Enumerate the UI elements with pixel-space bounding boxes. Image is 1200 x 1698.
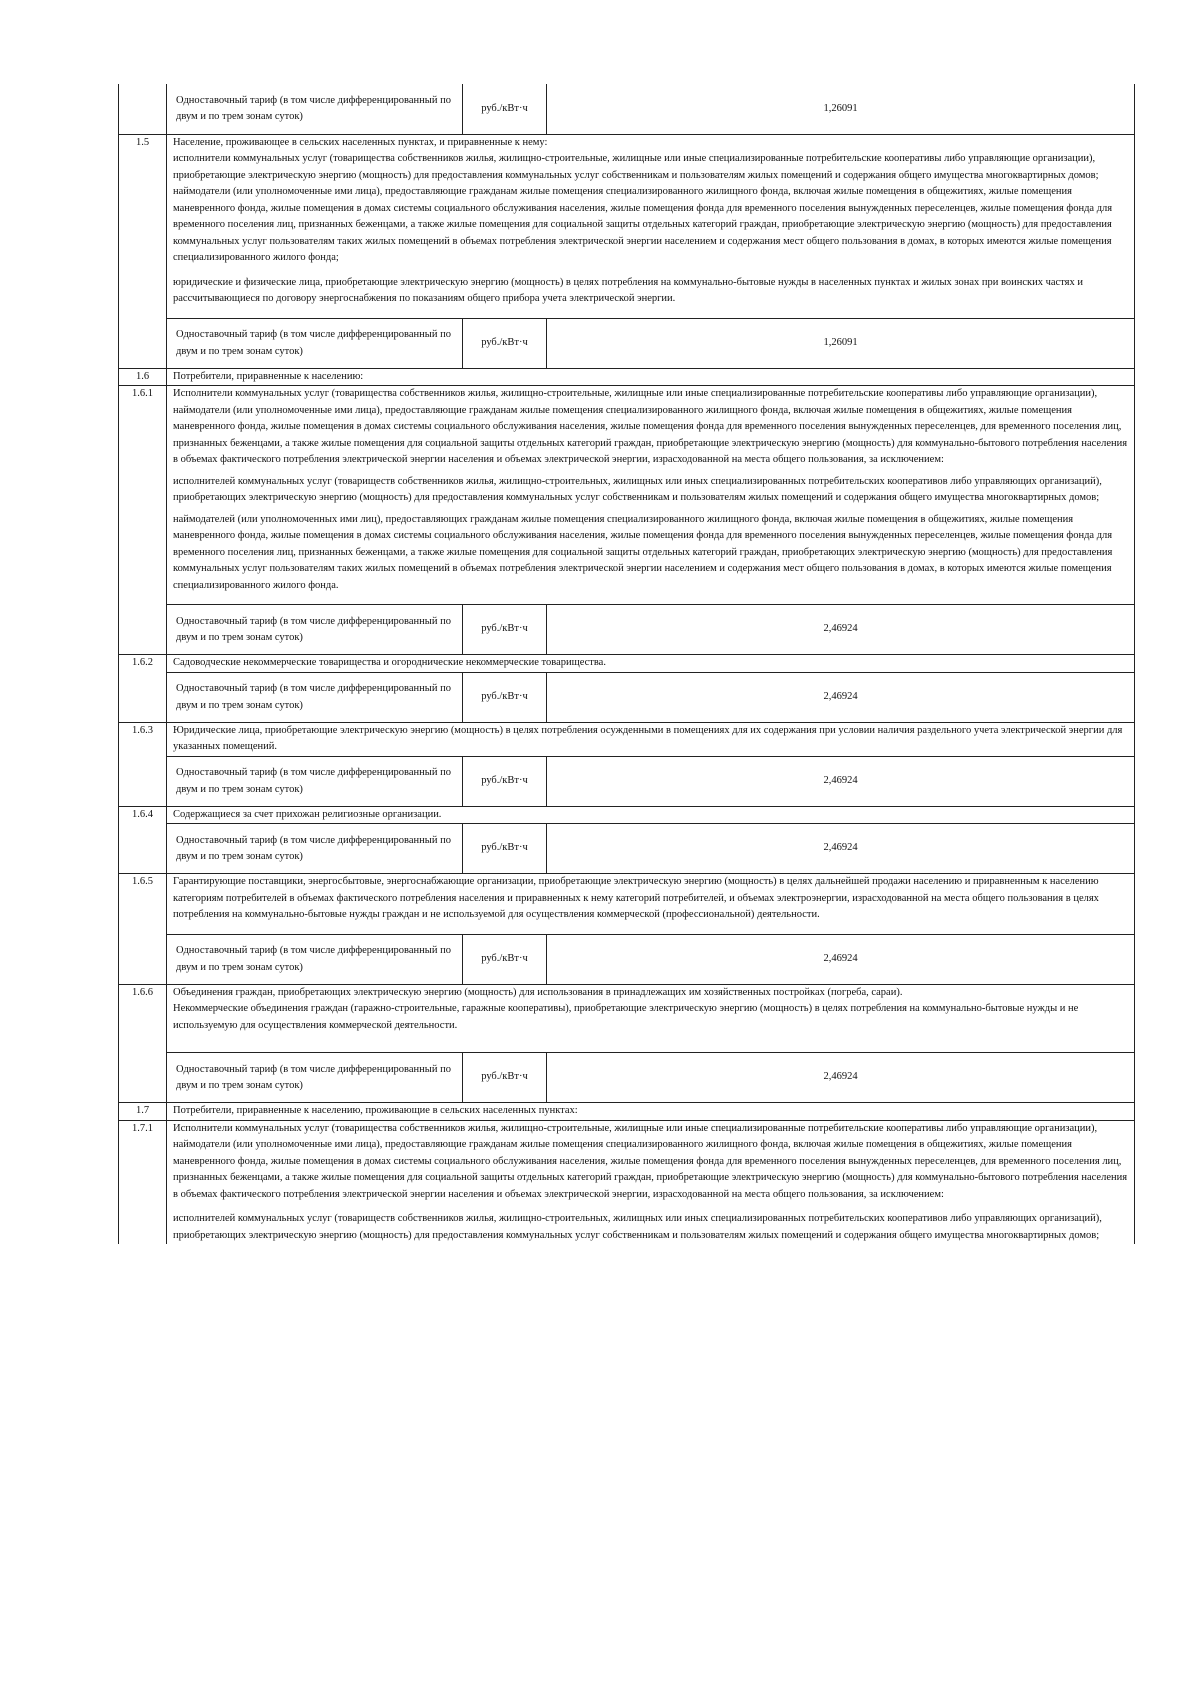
tariff-row bbox=[119, 934, 1135, 984]
tariff-label: Одноставочный тариф (в том числе дифференцированный по двум и по трем зонам суток) bbox=[167, 756, 463, 806]
tariff-value: 1,26091 bbox=[547, 84, 1135, 134]
section-row-1-6 bbox=[119, 368, 1135, 386]
row-description: Потребители, приравненные к населению, проживающие в сельских населенных пунктах: bbox=[167, 1103, 1135, 1121]
row-description: Содержащиеся за счет прихожан религиозные организации. bbox=[167, 806, 1135, 824]
paragraph: исполнителей коммунальных услуг (товариществ собственников жилья, жилищно-строительных, жилищных или иных специализированных потребительских кооперативов либо управляющих организаций), приобретающих электрическую энергию (мощность) для предоставления коммунальных услуг собственникам и пользователям жилых помещений и содержания общего имущества многоквартирных домов; bbox=[173, 475, 1102, 503]
tariff-table bbox=[118, 84, 1135, 1244]
tariff-value: 2,46924 bbox=[547, 756, 1135, 806]
row-description bbox=[167, 386, 1135, 605]
section-row-1-6-4 bbox=[119, 806, 1135, 824]
tariff-row bbox=[119, 318, 1135, 368]
paragraph: Исполнители коммунальных услуг (товарищества собственников жилья, жилищно-строительные, жилищные или иные специализированные потребительские кооперативы либо управляющие организации), наймодатели (или уполномоченные ими лица), предоставляющие гражданам жилые помещения специализированного жилищного фонда, включая жилые помещения в общежитиях, жилые помещения маневренного фонда, жилые помещения в домах системы социального обслуживания населения, жилые помещения фонда для временного поселения вынужденных переселенцев, для временного поселения лиц, признанных беженцами, а также жилые помещения для социальной защиты отдельных категорий граждан, приобретающие электрическую энергию (мощность) для коммунально-бытового потребления населения в объемах фактического потребления электрической энергии населения и объемах электрической энергии, израсходованной на места общего пользования, за исключением: bbox=[173, 388, 1128, 465]
paragraph: исполнители коммунальных услуг (товарищества собственников жилья, жилищно-строительные, жилищные или иные специализированные потребительские кооперативы либо управляющие организации), приобретающие электрическую энергию (мощность) для предоставления коммунальных услуг собственникам и пользователям жилых помещений и содержания общего имущества многоквартирных домов; bbox=[173, 153, 1099, 181]
row-number: 1.6.3 bbox=[119, 722, 167, 806]
tariff-label: Одноставочный тариф (в том числе дифференцированный по двум и по трем зонам суток) bbox=[167, 934, 463, 984]
row-number: 1.6.2 bbox=[119, 655, 167, 723]
paragraph: юридические и физические лица, приобретающие электрическую энергию (мощность) в целях потребления на коммунально-бытовые нужды в населенных пунктах и жилых зонах при воинских частях и рассчитывающиеся по договору энергоснабжения по показаниям общего прибора учета электрической энергии. bbox=[173, 276, 1083, 304]
tariff-label: Одноставочный тариф (в том числе дифференцированный по двум и по трем зонам суток) bbox=[167, 605, 463, 655]
row-number: 1.6.5 bbox=[119, 874, 167, 985]
tariff-value: 2,46924 bbox=[547, 672, 1135, 722]
row-number: 1.6.1 bbox=[119, 386, 167, 655]
paragraph: Некоммерческие объединения граждан (гаражно-строительные, гаражные кооперативы), приобретающие электрическую энергию (мощность) в целях потребления на коммунально-бытовые нужды и не используемую для осуществления коммерческой деятельности. bbox=[173, 1003, 1079, 1031]
paragraph: наймодатели (или уполномоченные ими лица), предоставляющие гражданам жилые помещения специализированного жилищного фонда, включая жилые помещения в общежитиях, жилые помещения маневренного фонда, жилые помещения в домах системы социального обслуживания населения, жилые помещения фонда для временного поселения вынужденных переселенцев, жилые помещения фонда для временного поселения лиц, признанных беженцами, а также жилые помещения для социальной защиты отдельных категорий граждан, приобретающие электрическую энергию (мощность) для предоставления коммунальных услуг пользователям таких жилых помещений в объемах потребления электрической энергии населением и содержания мест общего пользования в домах, в которых имеются жилые помещения специализированного жилого фонда; bbox=[173, 186, 1113, 263]
section-row-1-7 bbox=[119, 1103, 1135, 1121]
tariff-row bbox=[119, 605, 1135, 655]
row-number: 1.7 bbox=[119, 1103, 167, 1121]
row-description: Юридические лица, приобретающие электрическую энергию (мощность) в целях потребления осужденными в помещениях для их содержания при условии наличия раздельного учета электрической энергии для указанных помещений. bbox=[167, 722, 1135, 756]
paragraph: наймодателей (или уполномоченных ими лиц), предоставляющих гражданам жилые помещения специализированного жилищного фонда, включая жилые помещения в общежитиях, жилые помещения маневренного фонда, жилые помещения в домах системы социального обслуживания населения, жилые помещения фонда для временного поселения вынужденных переселенцев, жилые помещения фонда для временного поселения лиц, признанных беженцами, а также жилые помещения для социальной защиты отдельных категорий граждан, приобретающих электрическую энергию (мощность) для предоставления коммунальных услуг пользователям таких жилых помещений в объемах потребления электрической энергии населением и содержания мест общего пользования в домах, в которых имеются жилые помещения специализированного жилого фонда. bbox=[173, 513, 1113, 591]
row-number-empty bbox=[119, 84, 167, 134]
tariff-label: Одноставочный тариф (в том числе дифференцированный по двум и по трем зонам суток) bbox=[167, 824, 463, 874]
paragraph: Исполнители коммунальных услуг (товарищества собственников жилья, жилищно-строительные, жилищные или иные специализированные потребительские кооперативы либо управляющие организации), наймодатели (или уполномоченные ими лица), предоставляющие гражданам жилые помещения специализированного жилищного фонда, включая жилые помещения в общежитиях, жилые помещения маневренного фонда, жилые помещения в домах системы социального обслуживания населения, жилые помещения фонда для временного поселения вынужденных переселенцев, для временного поселения лиц, признанных беженцами, а также жилые помещения для социальной защиты отдельных категорий граждан, приобретающие электрическую энергию (мощность) для коммунально-бытового потребления населения в объемах фактического потребления электрической энергии населения и объемах электрической энергии, израсходованной на места общего пользования, за исключением: bbox=[173, 1122, 1128, 1200]
tariff-value: 2,46924 bbox=[547, 934, 1135, 984]
tariff-value: 2,46924 bbox=[547, 824, 1135, 874]
tariff-unit: руб./кВт·ч bbox=[463, 824, 547, 874]
tariff-unit: руб./кВт·ч bbox=[463, 934, 547, 984]
row-description: Садоводческие некоммерческие товарищества и огороднические некоммерческие товарищества. bbox=[167, 655, 1135, 673]
tariff-row bbox=[119, 824, 1135, 874]
section-row-1-6-2 bbox=[119, 655, 1135, 673]
tariff-unit: руб./кВт·ч bbox=[463, 672, 547, 722]
tariff-label: Одноставочный тариф (в том числе дифференцированный по двум и по трем зонам суток) bbox=[167, 672, 463, 722]
row-description: Потребители, приравненные к населению: bbox=[167, 368, 1135, 386]
tariff-value: 2,46924 bbox=[547, 605, 1135, 655]
tariff-label: Одноставочный тариф (в том числе дифференцированный по двум и по трем зонам суток) bbox=[167, 1053, 463, 1103]
section-row-1-6-5 bbox=[119, 874, 1135, 935]
paragraph: Население, проживающее в сельских населенных пунктах, и приравненные к нему: bbox=[173, 136, 548, 148]
section-row-1-7-1 bbox=[119, 1120, 1135, 1244]
row-description bbox=[167, 984, 1135, 1053]
section-row-1-6-6 bbox=[119, 984, 1135, 1053]
row-number: 1.5 bbox=[119, 134, 167, 368]
row-number: 1.7.1 bbox=[119, 1120, 167, 1244]
row-description: Гарантирующие поставщики, энергосбытовые, энергоснабжающие организации, приобретающие электрическую энергию (мощность) в целях дальнейшей продажи населению и приравненным к населению категориям потребителей в объемах фактического потребления населения и приравненных к нему категорий потребителей, и объемах электроэнергии, израсходованной на места общего пользования в целях потребления на коммунально-бытовые нужды граждан и не используемой для осуществления коммерческой (профессиональной) деятельности. bbox=[167, 874, 1135, 935]
row-number: 1.6.4 bbox=[119, 806, 167, 874]
section-row-1-5 bbox=[119, 134, 1135, 318]
tariff-row bbox=[119, 672, 1135, 722]
tariff-row bbox=[119, 84, 1135, 134]
paragraph: исполнителей коммунальных услуг (товариществ собственников жилья, жилищно-строительных, жилищных или иных специализированных потребительских кооперативов либо управляющих организаций), приобретающих электрическую энергию (мощность) для предоставления коммунальных услуг собственникам и пользователям жилых помещений и содержания общего имущества многоквартирных домов; bbox=[173, 1213, 1102, 1241]
section-row-1-6-1 bbox=[119, 386, 1135, 605]
tariff-unit: руб./кВт·ч bbox=[463, 84, 547, 134]
tariff-row bbox=[119, 756, 1135, 806]
tariff-unit: руб./кВт·ч bbox=[463, 605, 547, 655]
tariff-label: Одноставочный тариф (в том числе дифференцированный по двум и по трем зонам суток) bbox=[167, 318, 463, 368]
section-row-1-6-3 bbox=[119, 722, 1135, 756]
tariff-unit: руб./кВт·ч bbox=[463, 318, 547, 368]
paragraph: Объединения граждан, приобретающих электрическую энергию (мощность) для использования в принадлежащих им хозяйственных постройках (погреба, сараи). bbox=[173, 986, 903, 998]
tariff-row bbox=[119, 1053, 1135, 1103]
row-description bbox=[167, 134, 1135, 318]
row-number: 1.6 bbox=[119, 368, 167, 386]
tariff-unit: руб./кВт·ч bbox=[463, 1053, 547, 1103]
tariff-unit: руб./кВт·ч bbox=[463, 756, 547, 806]
tariff-document-page bbox=[118, 84, 1134, 1244]
tariff-value: 1,26091 bbox=[547, 318, 1135, 368]
row-number: 1.6.6 bbox=[119, 984, 167, 1103]
tariff-label: Одноставочный тариф (в том числе дифференцированный по двум и по трем зонам суток) bbox=[167, 84, 463, 134]
tariff-value: 2,46924 bbox=[547, 1053, 1135, 1103]
row-description bbox=[167, 1120, 1135, 1244]
